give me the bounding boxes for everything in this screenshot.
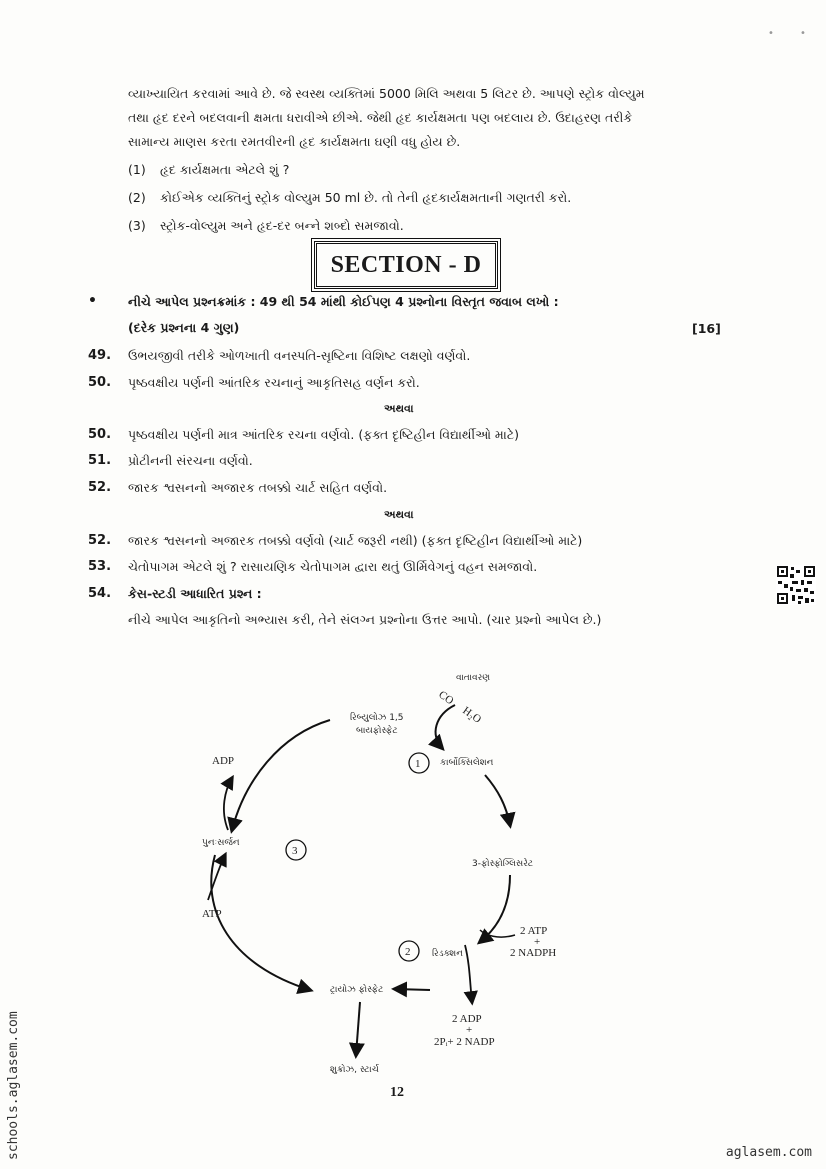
atp-input-label: 2 ATP: [520, 925, 548, 937]
environment-label: વાતાવરણ: [456, 673, 491, 683]
section-heading: SECTION - D: [314, 241, 498, 289]
subquestion-number: (1): [128, 162, 146, 177]
question-number: 52.: [88, 480, 112, 495]
question-text: કેસ-સ્ટડી આધારિત પ્રશ્ન :: [128, 586, 262, 601]
question-number: 51.: [88, 453, 112, 468]
corner-dot: •: [800, 28, 806, 39]
question-text: જારક શ્વસનનો અજારક તબક્કો ચાર્ટ સહિત વર્ણવો.: [128, 480, 388, 495]
question-number: 52.: [88, 533, 112, 548]
question-number: 50.: [88, 427, 112, 442]
or-separator: અથવા: [384, 402, 414, 415]
question-text: ઉભયજીવી તરીકે ઓળખાતી વનસ્પતિ-સૃષ્ટિના વિશિષ્ટ લક્ષણો વર્ણવો.: [128, 348, 471, 363]
co2-label: CO: [436, 688, 456, 708]
q54-instruction: નીચે આપેલ આકૃતિનો અભ્યાસ કરી, તેને સંલગ્ન પ્રશ્નોના ઉત્તર આપો. (ચાર પ્રશ્નો આપેલ છે.): [128, 612, 602, 627]
step-1-label: 1: [415, 758, 421, 770]
adp-output-label: 2 ADP: [452, 1013, 482, 1025]
question-text: પ્રોટીનની સંરચના વર્ણવો.: [128, 453, 253, 468]
total-marks: [16]: [692, 321, 721, 336]
instruction-line-2: (દરેક પ્રશ્નના 4 ગુણ): [128, 320, 240, 335]
carboxylation-label: કાર્બોક્સિલેશન: [440, 758, 494, 768]
subquestion-text: કોઈએક વ્યક્તિનું સ્ટ્રોક વોલ્યુમ 50 ml છે. તો તેની હૃદકાર્યક્ષમતાની ગણતરી કરો.: [160, 190, 572, 205]
h2o-label: H₂O: [460, 704, 484, 726]
sugar-output-label: શુક્રોઝ, સ્ટાર્ચ: [330, 1065, 379, 1075]
atp-label: ATP: [202, 908, 222, 920]
instruction-line-1: નીચે આપેલ પ્રશ્નક્રમાંક : 49 થી 54 માંથી કોઈપણ 4 પ્રશ્નોના વિસ્તૃત જવાબ લખો :: [128, 294, 559, 309]
question-number: 54.: [88, 586, 112, 601]
plus-sign: +: [534, 936, 541, 948]
subquestion-text: સ્ટ્રોક-વોલ્યુમ અને હૃદ-દર બન્ને શબ્દો સમજાવો.: [160, 218, 404, 233]
pi-nadp-output-label: 2Pᵢ+ 2 NADP: [434, 1036, 495, 1048]
sugar-output-arrow: [356, 1002, 360, 1055]
subquestion-number: (2): [128, 190, 146, 205]
subquestion-text: હૃદ કાર્યક્ષમતા એટલે શું ?: [160, 162, 290, 177]
question-number: 53.: [88, 559, 112, 574]
intro-line-3: સામાન્ય માણસ કરતા રમતવીરની હૃદ કાર્યક્ષમતા ઘણી વધુ હોય છે.: [128, 134, 461, 149]
question-text: પૃષ્ઠવક્ષીય પર્ણની માત્ર આંતરિક રચના વર્ણવો. (ફક્ત દૃષ્ટિહીન વિદ્યાર્થીઓ માટે): [128, 427, 519, 442]
or-separator: અથવા: [384, 508, 414, 521]
watermark-vertical: schools.aglasem.com: [6, 1011, 21, 1160]
triose-phosphate-label: ટ્રાયોઝ ફોસ્ફેટ: [330, 985, 384, 995]
question-text: પૃષ્ઠવક્ષીય પર્ણની આંતરિક રચનાનું આકૃતિસહ વર્ણન કરો.: [128, 375, 420, 390]
rubp-label-2: બાયફોસ્ફેટ: [356, 726, 398, 736]
adp-label: ADP: [212, 755, 235, 767]
intro-line-1: વ્યાખ્યાયિત કરવામાં આવે છે. જે સ્વસ્થ વ્યક્તિમાં 5000 મિલિ અથવા 5 લિટર છે. આપણે સ્ટ્રોક વોલ્યુમ: [128, 86, 645, 101]
question-number: 49.: [88, 348, 112, 363]
intro-line-2: તથા હૃદ દરને બદલવાની ક્ષમતા ધરાવીએ છીએ. જેથી હૃદ કાર્યક્ષમતા પણ બદલાય છે. ઉદાહરણ તરીકે: [128, 110, 633, 125]
calvin-cycle-diagram: [180, 650, 630, 1080]
adp-output-arrow: [465, 945, 472, 1002]
regeneration-label: પુનઃસર્જન: [202, 838, 240, 848]
reduction-label: રિડક્શન: [432, 949, 463, 959]
page-number: 12: [390, 1085, 404, 1100]
nadph-input-label: 2 NADPH: [510, 947, 557, 959]
pga-label: 3-ફોસ્ફોગ્લિસરેટ: [472, 859, 534, 869]
qr-code-icon: [776, 565, 816, 605]
adp-arrow: [224, 778, 232, 830]
corner-dot: •: [768, 28, 774, 39]
co2-entry-arrow: [436, 705, 455, 748]
plus-sign: +: [466, 1024, 473, 1036]
step-2-label: 2: [405, 946, 411, 958]
watermark: aglasem.com: [725, 1145, 812, 1160]
question-text: જારક શ્વસનનો અજારક તબક્કો વર્ણવો (ચાર્ટ જરૂરી નથી) (ફક્ત દૃષ્ટિહીન વિદ્યાર્થીઓ માટે): [128, 533, 583, 548]
step-3-label: 3: [292, 845, 298, 857]
subquestion-number: (3): [128, 218, 146, 233]
question-text: ચેતોપાગમ એટલે શું ? રાસાયણિક ચેતોપાગમ દ્વારા થતું ઊર્મિવેગનું વહન સમજાવો.: [128, 559, 538, 574]
rubp-label: રિબ્યુલોઝ 1,5: [350, 713, 404, 723]
nadph-arrow: [480, 930, 515, 937]
question-number: 50.: [88, 375, 112, 390]
instruction-bullet: •: [88, 293, 97, 309]
